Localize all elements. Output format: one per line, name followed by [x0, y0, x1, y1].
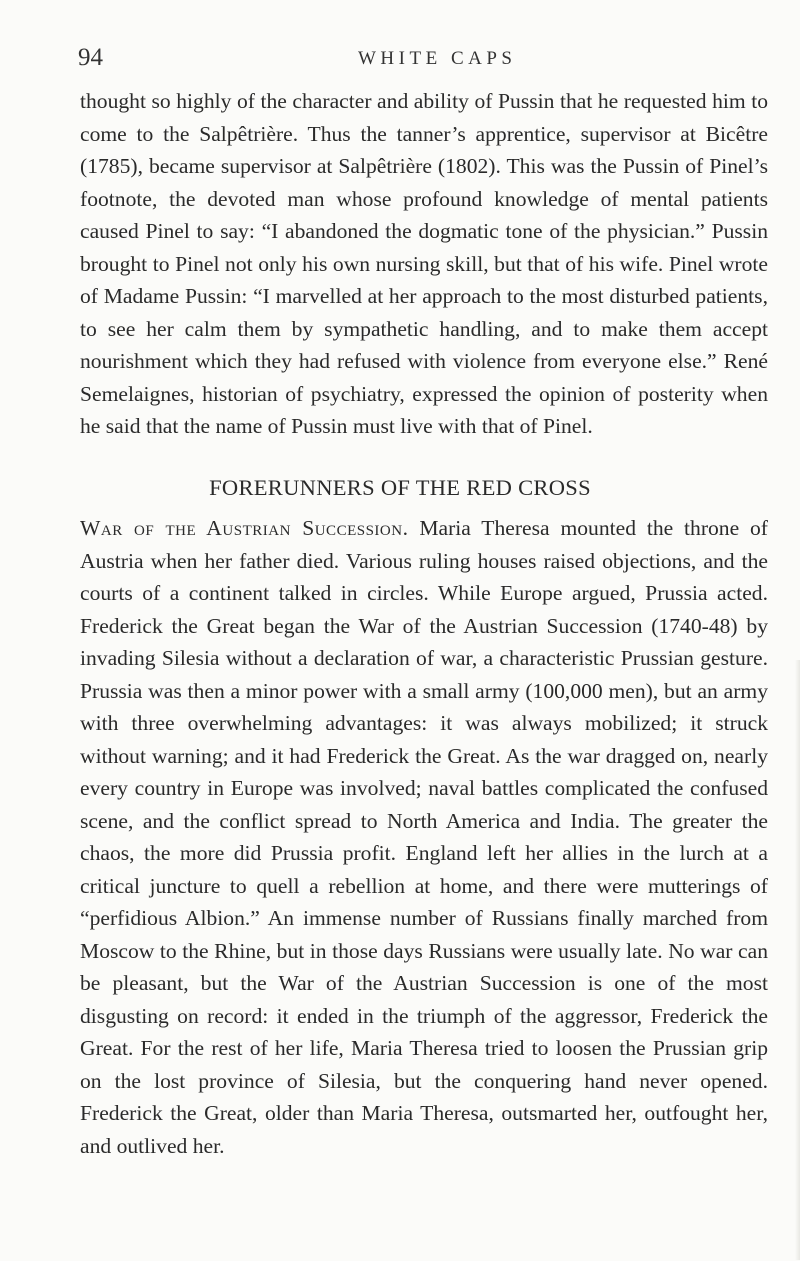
body-paragraph-1: thought so highly of the character and ability of Pussin that he requested him to come to the Salpêtrière. Thus the tanner’s apprentice, supervisor at Bicêtre (1785), became supervisor at Salpêtrière (1802). This was the Pussin of Pinel’s footnote, the devoted man whose profound knowledge of mental patients caused Pinel to say: “I abandoned the dogmatic tone of the physician.” Pussin brought to Pinel not only his own nursing skill, but that of his wife. Pinel wrote of Madame Pussin: “I marvelled at her approach to the most disturbed patients, to see her calm them by sympathetic handling, and to make them accept nourishment which they had refused with violence from everyone else.” René Semelaignes, historian of psychiatry, expressed the opinion of posterity when he said that the name of Pussin must live with that of Pinel.	[80, 89, 768, 438]
page-edge-shadow	[795, 660, 800, 1260]
section-heading: FORERUNNERS OF THE RED CROSS	[209, 475, 591, 500]
paragraph-lead-in: War of the Austrian Succession.	[80, 516, 409, 540]
running-head: WHITE CAPS	[358, 48, 517, 69]
page-number: 94	[78, 44, 103, 71]
body-paragraph-2	[80, 512, 768, 1162]
paragraph-2-text: Maria Theresa mounted the throne of Austria when her father died. Various ruling houses raised objections, and the courts of a continent talked in circles. While Europe argued, Prussia acted. Frederick the Great began the War of the Austrian Succession (1740-48) by invading Silesia without a declaration of war, a characteristic Prussian gesture. Prussia was then a minor power with a small army (100,000 men), but an army with three overwhelming advantages: it was always mobilized; it struck without warning; and it had Frederick the Great. As the war dragged on, nearly every country in Europe was involved; naval battles complicated the confused scene, and the conflict spread to North America and India. The greater the chaos, the more did Prussia profit. England left her allies in the lurch at a critical juncture to quell a rebellion at home, and there were mutterings of “perfidious Albion.” An immense number of Russians finally marched from Moscow to the Rhine, but in those days Russians were usually late. No war can be pleasant, but the War of the Austrian Succession is one of the most disgusting on record: it ended in the triumph of the aggressor, Frederick the Great. For the rest of her life, Maria Theresa tried to loosen the Prussian grip on the lost province of Silesia, but the conquering hand never opened. Frederick the Great, older than Maria Theresa, outsmarted her, outfought her, and outlived her.	[80, 516, 768, 1158]
page-header	[78, 44, 778, 84]
